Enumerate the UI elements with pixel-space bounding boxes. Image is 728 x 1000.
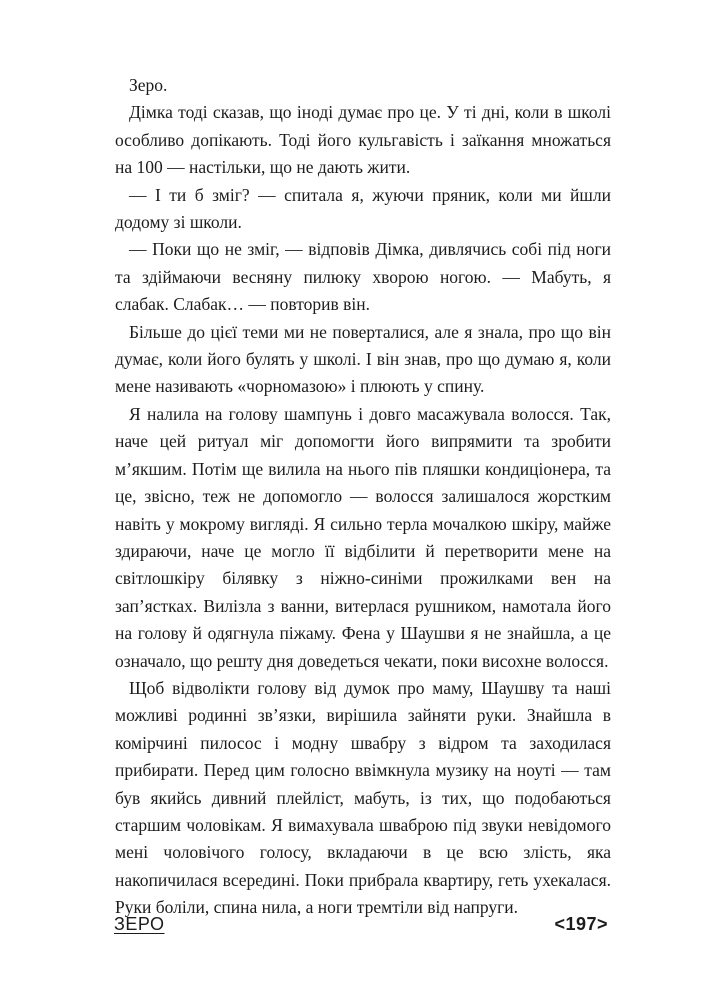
page-number: <197> xyxy=(554,914,608,934)
paragraph-5: Більше до цієї теми ми не поверталися, але я знала, про що він думає, коли його булять у школі. І він знав, про що думаю я, коли мене називають «чорномазою» і плюють у спину. xyxy=(115,321,611,397)
paragraph-7: Щоб відволікти голову від думок про маму, Шаушву та наші можливі родинні зв’язки, вирішила зайняти руки. Знайшла в комірчині пилосос і модну швабру з відром та заходилася прибирати. Перед цим голосно ввімкнула музику на ноуті — там був якийсь дивний плейліст, мабуть, із тих, що подобаються старшим чоловікам. Я вимахувала шваброю під звуки невідомого мені чоловічого голосу, вкладаючи в це всю злість, яка накопичилася всередині. Поки прибрала квартиру, геть ухекалася. Руки боліли, спина нила, а ноги тремтіли від напруги. xyxy=(115,677,611,918)
paragraph-3: — І ти б зміг? — спитала я, жуючи пряник, коли ми йшли додому зі школи. xyxy=(115,184,611,233)
page-footer xyxy=(114,914,608,944)
paragraph-2: Дімка тоді сказав, що іноді думає про це. У ті дні, коли в школі особливо допікають. Тоді його кульгавість і заїкання множаться на 100 — настільки, що не дають жити. xyxy=(115,102,611,178)
paragraph-6: Я налила на голову шампунь і довго масажувала волосся. Так, наче цей ритуал міг допомогти його випрямити та зробити м’якшим. Потім ще вилила на нього пів пляшки кондиціонера, та це, звісно, теж не допомогло — волосся залишалося жорстким навіть у мокрому вигляді. Я сильно терла мочалкою шкіру, майже здираючи, наче це могло її відбілити й перетворити мене на світлошкіру білявку з ніжно-синіми прожилками вен на зап’ястках. Вилізла з ванни, витерлася рушником, намотала його на голову й одягнула піжаму. Фена у Шаушви я не знайшла, а це означало, що решту дня доведеться чекати, поки висохне волосся. xyxy=(115,403,611,671)
running-title: ЗЕРО xyxy=(114,914,165,934)
body-text xyxy=(115,72,611,922)
paragraph-1: Зеро. xyxy=(129,75,168,95)
paragraph-4: — Поки що не зміг, — відповів Дімка, дивлячись собі під ноги та здіймаючи весняну пилюку хворою ногою. — Мабуть, я слабак. Слабак… — повторив він. xyxy=(115,239,611,315)
